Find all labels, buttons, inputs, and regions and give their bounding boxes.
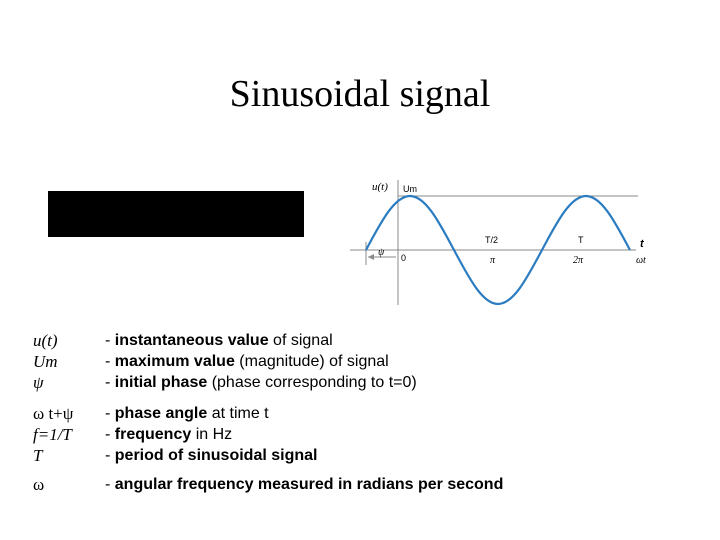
symbol-phase-angle: ω t+ψ [33,404,74,423]
half-period-label: T/2 [485,235,499,245]
psi-arrow-head [368,254,374,260]
sine-wave-graph [340,170,670,310]
um-label: Um [403,184,417,194]
definition-frequency: - frequency in Hz [105,426,233,443]
zero-label: 0 [401,253,407,263]
symbol-um: Um [33,352,58,371]
symbol-frequency: f=1/T [33,425,72,444]
definition-maximum-value: - maximum value (magnitude) of signal [105,353,389,370]
symbol-omega: ω [33,475,45,494]
slide-title: Sinusoidal signal [229,73,491,115]
definition-initial-phase: - initial phase (phase corresponding to t=0) [105,374,417,391]
definition-angular-frequency: - angular frequency measured in radians per second [105,476,504,493]
pi-label: π [490,255,496,266]
y-axis-label: u(t) [372,181,388,193]
period-label: T [578,235,584,245]
psi-label: ψ [378,247,385,258]
symbol-period: T [33,446,43,465]
symbol-u-t: u(t) [33,331,58,350]
wt-axis-label: ωt [636,255,646,266]
definition-period: - period of sinusoidal signal [105,447,318,464]
t-axis-label: t [640,238,644,250]
definition-phase-angle: - phase angle at time t [105,405,269,422]
symbol-psi: ψ [33,373,44,392]
redacted-formula-box [48,191,304,237]
definition-instantaneous-value: - instantaneous value of signal [105,332,333,349]
two-pi-label: 2π [573,255,584,266]
